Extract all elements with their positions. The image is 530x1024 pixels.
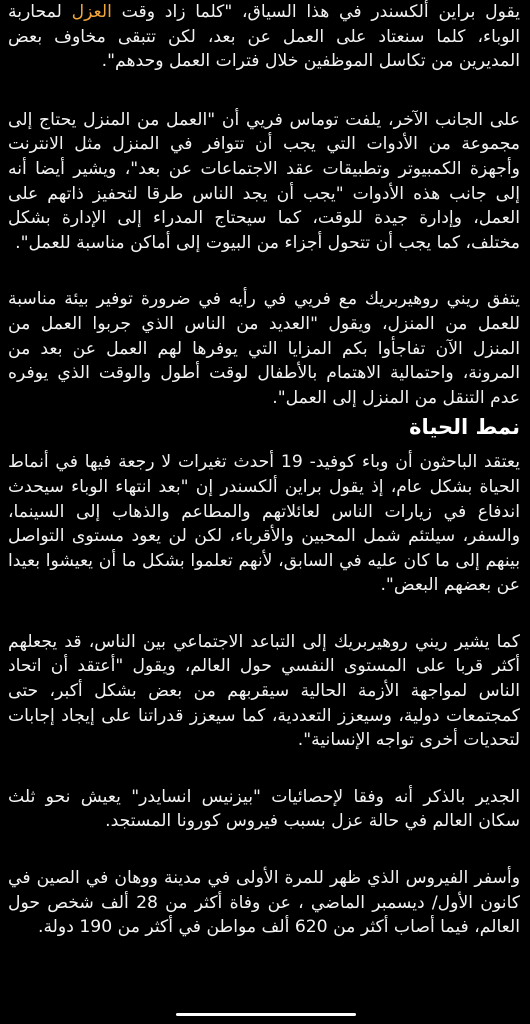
paragraph-1-text-before: يقول براين ألكسندر في هذا السياق، "كلما زاد وقت: [111, 2, 520, 22]
paragraph-5: كما يشير ريني روهيربريك إلى التباعد الاجتماعي بين الناس، قد يجعلهم أكثر قربا على المستوى النفسي حول العالم، ويقول "أعتقد أن اتحاد الناس لمواجهة الأزمة الحالية سيقربهم من بعض بشكل أكبر، حتى كمجتمعات دولية، وسيعزز التعددية، كما سيعزز قدراتنا على إيجاد إجابات لتحديات أخرى تواجه الإنسانية".: [8, 631, 520, 751]
paragraph-6: الجدير بالذكر أنه وفقا لإحصائيات "بيزنيس انسايدر" يعيش نحو ثلث سكان العالم في حالة عزل بسبب فيروس كورونا المستجد.: [8, 786, 520, 832]
paragraph-1: [8, 0, 520, 74]
paragraph-2: على الجانب الآخر، يلفت توماس فريي أن "العمل من المنزل يحتاج إلى مجموعة من الأدوات التي يجب أن تتوافر في المنزل مثل الانترنت وأجهزة الكمبيوتر وتطبيقات عقد الاجتماعات عن بعد"، ويشير أيضا أنه إلى جانب هذه الأدوات "يجب أن يجد الناس طرقا لتحفيز ذاتهم على العمل، وإدارة جيدة للوقت، كما سيحتاج المدراء إلى الإدارة بشكل مختلف، كما يجب أن تتحول أجزاء من البيوت إلى أماكن مناسبة للعمل".: [8, 109, 520, 253]
paragraph-4: يعتقد الباحثون أن وباء كوفيد- 19 أحدث تغيرات لا رجعة فيها في أنماط الحياة بشكل عام، إذ يقول براين ألكسندر إن "بعد انتهاء الوباء سيحدث اندفاع في زيارات الناس لعائلاتهم والمطاعم والذهاب إلى السينما، والسفر، سيلتئم شمل المحبين والأقرباء، لكن لن يعود مستوى التواصل بينهم إلى ما كان عليه في السابق، لأنهم تعلموا بشكل ما أن يعيشوا بعيدا عن بعضهم البعض".: [8, 452, 520, 596]
scroll-indicator-bar: [176, 1013, 356, 1016]
section-heading: نمط الحياة: [409, 415, 520, 440]
paragraph-3: يتفق ريني روهيربريك مع فريي في رأيه في ضرورة توفير بيئة مناسبة للعمل من المنزل، ويقول "العديد من الناس الذي جربوا العمل من المنزل الآن تفاجأوا بكم المزايا التي يوفرها لهم العمل عن بعد من المرونة، واحتمالية الاهتمام بالأطفال لوقت أطول والوقت الذي يوفره عدم التنقل من المنزل إلى العمل".: [8, 289, 520, 408]
paragraph-1-text-after: لمحاربة الوباء، كلما سنعتاد على العمل عن بعد، لكن تتبقى مخاوف بعض المديرين من تكاسل الموظفين خلال فترات العمل وحدهم".: [8, 2, 520, 72]
highlighted-keyword[interactable]: العزل: [71, 2, 112, 22]
paragraph-7: وأسفر الفيروس الذي ظهر للمرة الأولى في مدينة ووهان في الصين في كانون الأول/ ديسمبر الماضي ، عن وفاة أكثر من 28 ألف شخص حول العالم، فيما أصاب أكثر من 620 ألف مواطن في أكثر من 190 دولة.: [8, 868, 520, 938]
